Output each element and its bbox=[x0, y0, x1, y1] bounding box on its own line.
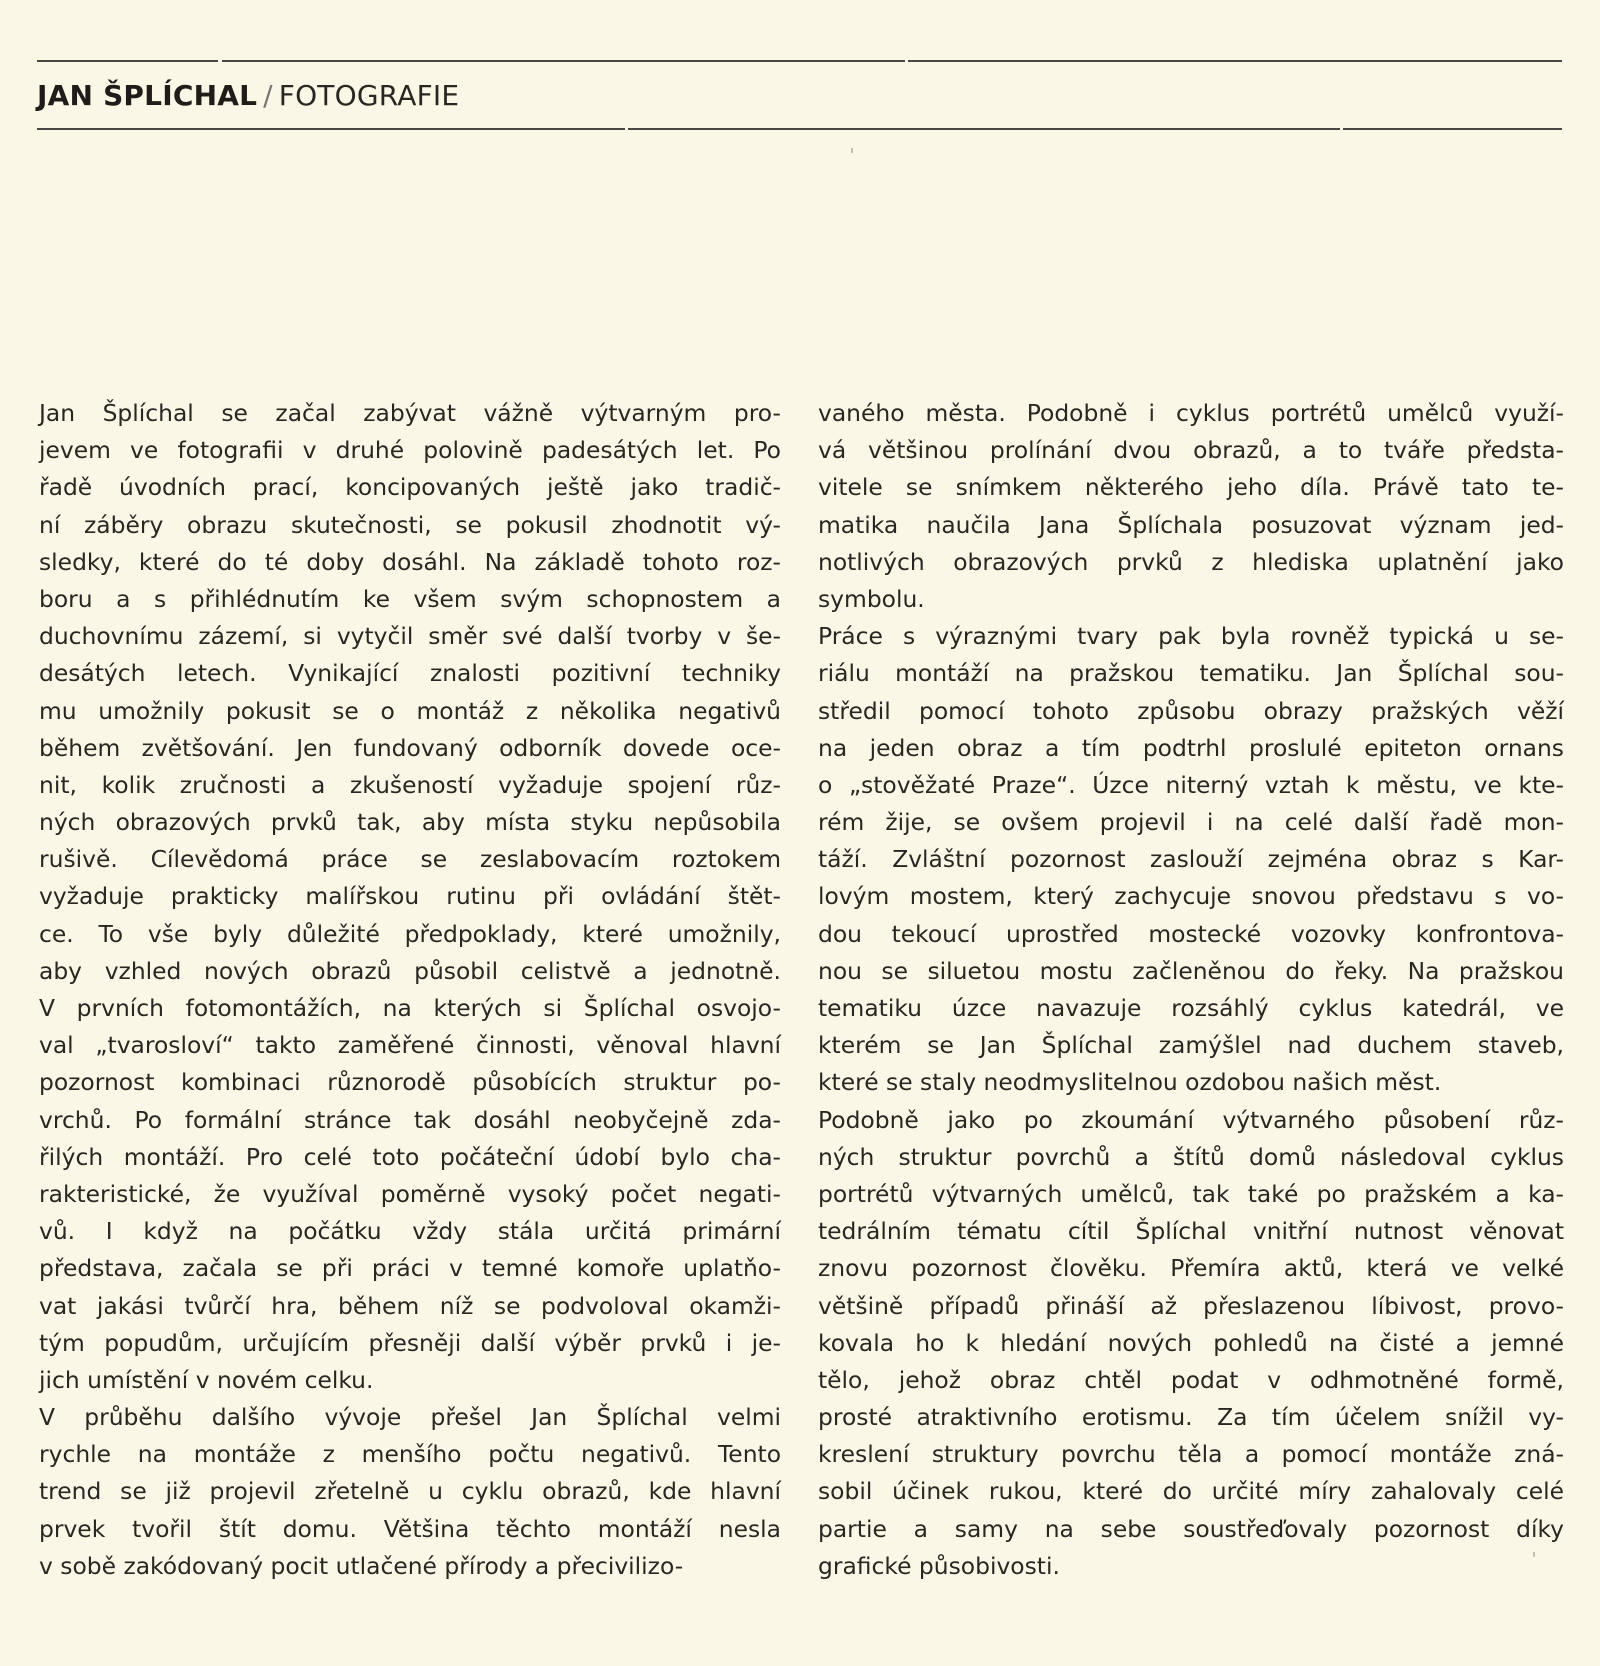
text-line: boru a s přihlédnutím ke všem svým schopnostem a bbox=[39, 584, 781, 613]
text-line: matika naučila Jana Šplíchala posuzovat význam jed- bbox=[818, 510, 1564, 539]
paragraph bbox=[39, 1399, 781, 1585]
text-line: tělo, jehož obraz chtěl podat v odhmotněné formě, bbox=[818, 1365, 1564, 1394]
text-line: duchovnímu zázemí, si vytyčil směr své další tvorby v še- bbox=[39, 622, 781, 651]
text-line: kterém se Jan Šplíchal zamýšlel nad duchem staveb, bbox=[818, 1031, 1564, 1060]
paragraph bbox=[818, 618, 1564, 1101]
text-line: Podobně jako po zkoumání výtvarného působení růz- bbox=[818, 1105, 1564, 1134]
text-line: středil pomocí tohoto způsobu obrazy pražských věží bbox=[818, 696, 1564, 725]
text-line: nit, kolik zručnosti a zkušeností vyžaduje spojení růz- bbox=[39, 770, 781, 799]
text-line: pozornost kombinaci různorodě působících struktur po- bbox=[39, 1068, 781, 1097]
text-line: jich umístění v novém celku. bbox=[39, 1365, 374, 1394]
text-column-right bbox=[818, 395, 1564, 1585]
text-line: během zvětšování. Jen fundovaný odborník dovede oce- bbox=[39, 733, 781, 762]
text-line: notlivých obrazových prvků z hlediska uplatnění jako bbox=[818, 547, 1564, 576]
author-name: JAN ŠPLÍCHAL bbox=[37, 79, 258, 112]
text-line: prvek tvořil štít domu. Většina těchto montáží nesla bbox=[39, 1514, 781, 1543]
text-line: vyžaduje prakticky malířskou rutinu při ovládání štět- bbox=[39, 882, 781, 911]
text-line: kovala ho k hledání nových pohledů na čisté a jemné bbox=[818, 1328, 1564, 1357]
text-line: řadě úvodních prací, koncipovaných ještě jako tradič- bbox=[39, 473, 781, 502]
text-line: symbolu. bbox=[818, 584, 925, 613]
text-line: řilých montáží. Pro celé toto počáteční údobí bylo cha- bbox=[39, 1142, 781, 1171]
paragraph bbox=[818, 395, 1564, 618]
header-bottom-rule-middle bbox=[628, 128, 1340, 130]
text-line: lovým mostem, který zachycuje snovou představu s vo- bbox=[818, 882, 1564, 911]
paragraph bbox=[818, 1102, 1564, 1585]
header-top-rule-left bbox=[37, 60, 218, 62]
text-line: tým popudům, určujícím přesněji další výběr prvků i je- bbox=[39, 1328, 781, 1357]
text-line: rakteristické, že využíval poměrně vysoký počet negati- bbox=[39, 1179, 781, 1208]
running-header bbox=[37, 78, 459, 114]
text-line: mu umožnily pokusit se o montáž z několika negativů bbox=[39, 696, 781, 725]
text-line: které se staly neodmyslitelnou ozdobou našich měst. bbox=[818, 1068, 1442, 1097]
text-line: vů. I když na počátku vždy stála určitá primární bbox=[39, 1217, 781, 1246]
text-line: rychle na montáže z menšího počtu negativů. Tento bbox=[39, 1440, 781, 1469]
section-title: FOTOGRAFIE bbox=[278, 79, 460, 112]
text-line: ní záběry obrazu skutečnosti, se pokusil zhodnotit vý- bbox=[39, 510, 781, 539]
text-line: táží. Zvláštní pozornost zaslouží zejména obraz s Kar- bbox=[818, 845, 1564, 874]
text-line: aby vzhled nových obrazů působil celistvě a jednotně. bbox=[39, 956, 781, 985]
text-line: rušivě. Cílevědomá práce se zeslabovacím roztokem bbox=[39, 845, 781, 874]
header-top-rule-right bbox=[908, 60, 1562, 62]
text-line: ných obrazových prvků tak, aby místa styku nepůsobila bbox=[39, 808, 781, 837]
text-line: ných struktur povrchů a štítů domů následoval cyklus bbox=[818, 1142, 1564, 1171]
text-line: val „tvarosloví“ takto zaměřené činnosti, věnoval hlavní bbox=[39, 1031, 781, 1060]
text-line: kreslení struktury povrchu těla a pomocí montáže zná- bbox=[818, 1440, 1564, 1469]
text-line: rém žije, se ovšem projevil i na celé další řadě mon- bbox=[818, 808, 1564, 837]
text-line: Jan Šplíchal se začal zabývat vážně výtvarným pro- bbox=[39, 399, 781, 427]
text-line: trend se již projevil zřetelně u cyklu obrazů, kde hlavní bbox=[39, 1477, 781, 1506]
text-line: sledky, které do té doby dosáhl. Na základě tohoto roz- bbox=[39, 547, 781, 576]
text-line: v sobě zakódovaný pocit utlačené přírody a přecivilizo- bbox=[39, 1551, 684, 1580]
text-line: riálu montáží na pražskou tematiku. Jan Šplíchal sou- bbox=[818, 659, 1564, 688]
text-line: vitele se snímkem některého jeho díla. Právě tato te- bbox=[818, 473, 1564, 502]
text-line: dou tekoucí uprostřed mostecké vozovky konfrontova- bbox=[818, 919, 1564, 948]
text-line: tematiku úzce navazuje rozsáhlý cyklus katedrál, ve bbox=[818, 994, 1564, 1022]
text-line: vá většinou prolínání dvou obrazů, a to tváře předsta- bbox=[818, 436, 1564, 465]
text-line: na jeden obraz a tím podtrhl proslulé epiteton ornans bbox=[818, 733, 1564, 762]
text-line: V prvních fotomontážích, na kterých si Šplíchal osvojo- bbox=[39, 994, 781, 1022]
paragraph bbox=[39, 395, 781, 1399]
text-line: partie a samy na sebe soustřeďovaly pozornost díky bbox=[818, 1514, 1564, 1543]
text-column-left bbox=[39, 395, 781, 1585]
text-line: většině případů přináší až přeslazenou líbivost, provo- bbox=[818, 1291, 1564, 1320]
text-line: jevem ve fotografii v druhé polovině padesátých let. Po bbox=[39, 436, 781, 465]
text-line: znovu pozornost člověku. Přemíra aktů, která ve velké bbox=[818, 1254, 1564, 1283]
text-line: o „stověžaté Praze“. Úzce niterný vztah k městu, ve kte- bbox=[818, 770, 1564, 799]
text-line: grafické působivosti. bbox=[818, 1551, 1060, 1580]
header-bottom-rule-left bbox=[37, 128, 625, 130]
text-line: V průběhu dalšího vývoje přešel Jan Šplíchal velmi bbox=[39, 1403, 781, 1432]
text-line: sobil účinek rukou, které do určité míry zahalovaly celé bbox=[818, 1477, 1564, 1506]
text-line: portrétů výtvarných umělců, tak také po pražském a ka- bbox=[818, 1179, 1564, 1208]
text-line: tedrálním tématu cítil Šplíchal vnitřní nutnost věnovat bbox=[818, 1217, 1564, 1246]
text-line: vat jakási tvůrčí hra, během níž se podvoloval okamži- bbox=[39, 1291, 781, 1320]
text-line: vrchů. Po formální stránce tak dosáhl neobyčejně zda- bbox=[39, 1105, 781, 1134]
text-line: vaného města. Podobně i cyklus portrétů umělců využí- bbox=[818, 399, 1564, 427]
text-line: ce. To vše byly důležité předpoklady, které umožnily, bbox=[39, 919, 781, 948]
paper-speck bbox=[851, 148, 853, 153]
text-line: prosté atraktivního erotismu. Za tím účelem snížil vy- bbox=[818, 1403, 1564, 1432]
text-line: představa, začala se při práci v temné komoře uplatňo- bbox=[39, 1254, 781, 1283]
header-top-rule-middle bbox=[222, 60, 905, 62]
text-line: nou se siluetou mostu začleněnou do řeky. Na pražskou bbox=[818, 956, 1564, 985]
text-line: desátých letech. Vynikající znalosti pozitivní techniky bbox=[39, 659, 781, 688]
header-bottom-rule-right bbox=[1343, 128, 1562, 130]
text-line: Práce s výraznými tvary pak byla rovněž typická u se- bbox=[818, 622, 1564, 651]
header-separator: / bbox=[263, 79, 273, 112]
